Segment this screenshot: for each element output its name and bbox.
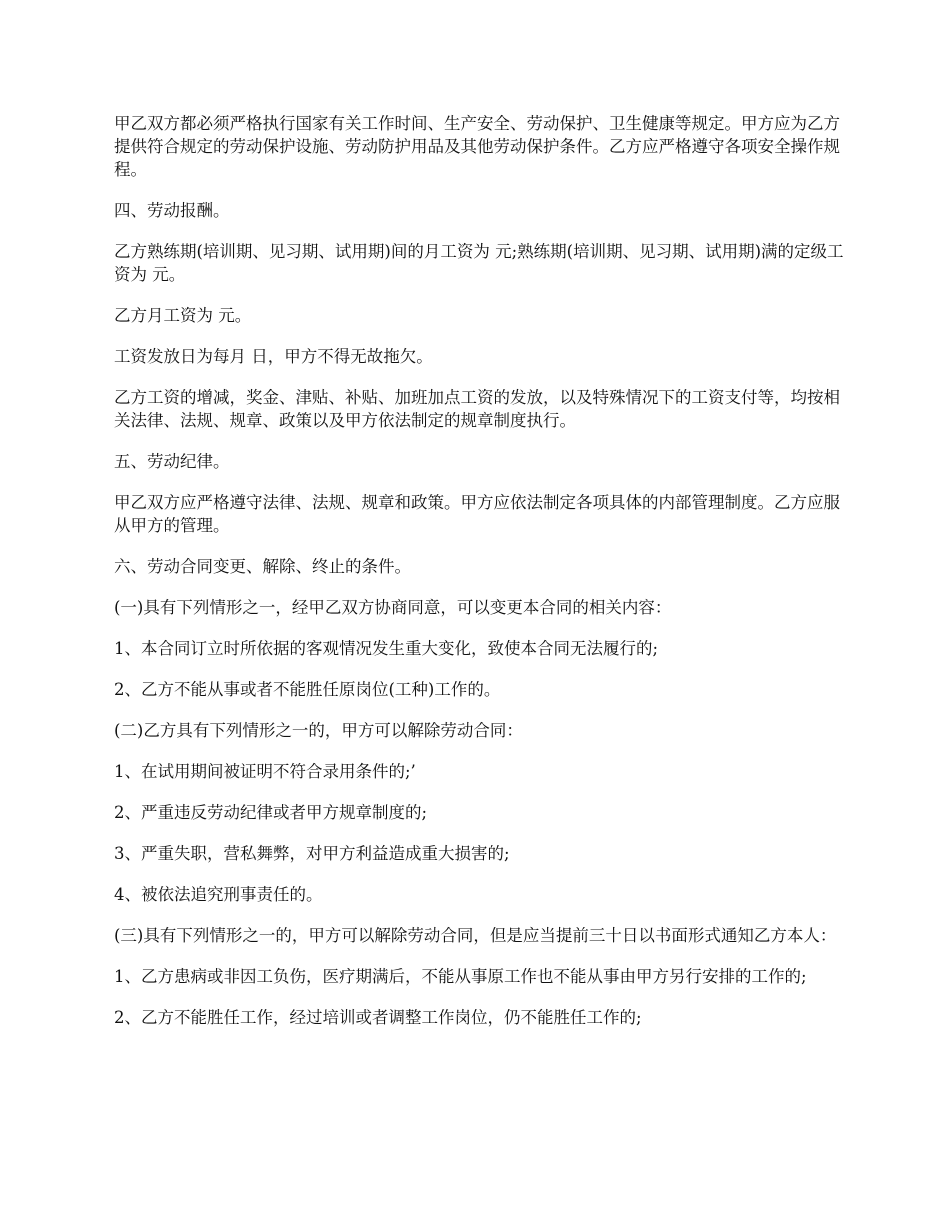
clause-item: 1、在试用期间被证明不符合录用条件的;’ <box>114 762 416 781</box>
paragraph-probation-wage: 乙方熟练期(培训期、见习期、试用期)间的月工资为 元;熟练期(培训期、见习期、试用期)满的定级工资为 元。 <box>114 242 844 284</box>
clause-item: 3、严重失职，营私舞弊，对甲方利益造成重大损害的; <box>114 844 510 863</box>
paragraph-pay-day: 工资发放日为每月 日，甲方不得无故拖欠。 <box>114 347 433 366</box>
paragraph-safety-rules: 甲乙双方都必须严格执行国家有关工作时间、生产安全、劳动保护、卫生健康等规定。甲方应为乙方提供符合规定的劳动保护设施、劳动防护用品及其他劳动保护条件。乙方应严格遵守各项安全操作规程。 <box>114 114 840 179</box>
clause-heading-2: (二)乙方具有下列情形之一的，甲方可以解除劳动合同： <box>114 721 523 740</box>
document-body <box>114 112 854 1047</box>
paragraph-wage-adjustment: 乙方工资的增减，奖金、津贴、补贴、加班加点工资的发放，以及特殊情况下的工资支付等，均按相关法律、法规、规章、政策以及甲方依法制定的规章制度执行。 <box>114 388 840 430</box>
clause-item: 1、本合同订立时所依据的客观情况发生重大变化，致使本合同无法履行的; <box>114 639 659 658</box>
clause-item: 2、乙方不能胜任工作，经过培训或者调整工作岗位，仍不能胜任工作的; <box>114 1008 642 1027</box>
clause-item: 1、乙方患病或非因工负伤，医疗期满后，不能从事原工作也不能从事由甲方另行安排的工作的; <box>114 967 807 986</box>
section-heading-remuneration: 四、劳动报酬。 <box>114 201 230 220</box>
section-heading-discipline: 五、劳动纪律。 <box>114 452 230 471</box>
clause-item: 2、乙方不能从事或者不能胜任原岗位(工种)工作的。 <box>114 680 501 699</box>
clause-heading-1: (一)具有下列情形之一，经甲乙双方协商同意，可以变更本合同的相关内容： <box>114 598 672 617</box>
paragraph-monthly-wage: 乙方月工资为 元。 <box>114 306 252 325</box>
paragraph-discipline: 甲乙双方应严格遵守法律、法规、规章和政策。甲方应依法制定各项具体的内部管理制度。乙方应服从甲方的管理。 <box>114 493 840 535</box>
clause-item: 4、被依法追究刑事责任的。 <box>114 885 323 904</box>
section-heading-contract-change: 六、劳动合同变更、解除、终止的条件。 <box>114 557 411 576</box>
clause-item: 2、严重违反劳动纪律或者甲方规章制度的; <box>114 803 428 822</box>
clause-heading-3: (三)具有下列情形之一的，甲方可以解除劳动合同，但是应当提前三十日以书面形式通知乙方本人： <box>114 926 837 945</box>
